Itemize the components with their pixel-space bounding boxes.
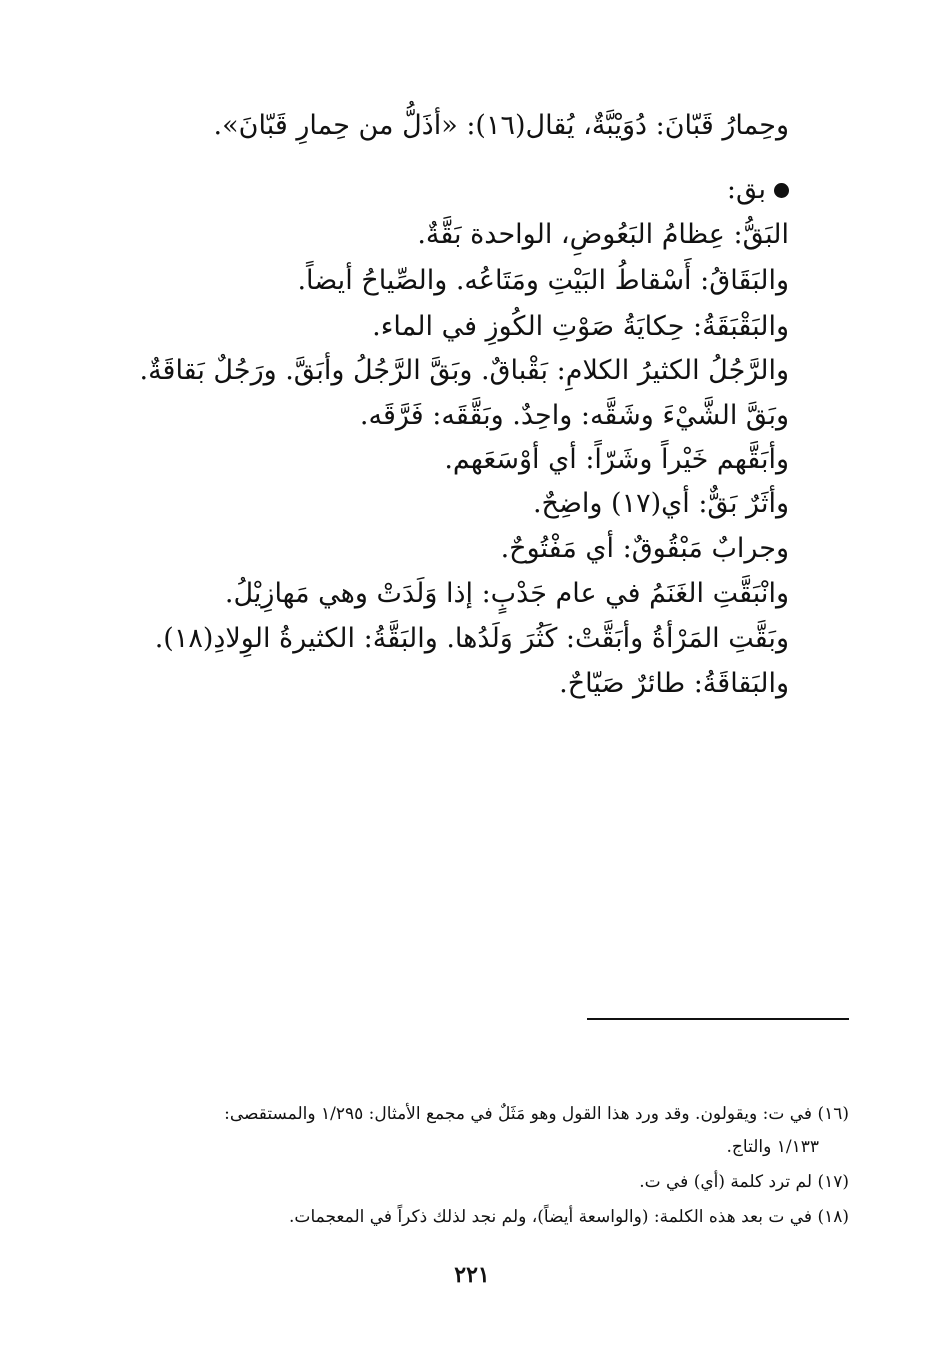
- entry-line-8: وجرابٌ مَبْقُوقٌ: أي مَفْتُوحٌ.: [500, 533, 789, 564]
- entry-line-6: وأبَقَّهم خَيْراً وشَرّاً: أي أوْسَعَهم.: [444, 444, 789, 475]
- bullet-icon: [774, 183, 789, 198]
- entry-line-7: وأثَرٌ بَقٌّ: أي(١٧) واضِحٌ.: [532, 488, 789, 519]
- entry-line-2: والبَقَاقُ: أَسْقاطُ البَيْتِ ومَتَاعُه. والصِّياحُ أيضاً.: [297, 265, 789, 296]
- page-number: ٢٢١: [454, 1262, 490, 1288]
- intro-line: وحِمارُ قَبّانَ: دُوَيْبَّةٌ، يُقال(١٦): «أذَلُّ من حِمارِ قَبّانَ».: [213, 110, 789, 141]
- entry-line-3: والبَقْبَقَةُ: حِكايَةُ صَوْتِ الكُوزِ في الماء.: [372, 311, 789, 342]
- footnote-16-continuation: ١/١٣٣ والتاج.: [726, 1137, 819, 1157]
- footnote-16: (١٦) في ت: ويقولون. وقد ورد هذا القول وهو مَثَلٌ في مجمع الأمثال: ١/٢٩٥ والمستقصى:: [224, 1104, 849, 1124]
- entry-line-1: البَقُّ: عِظامُ البَعُوضِ، الواحدة بَقَّةٌ.: [417, 219, 789, 250]
- entry-line-4: والرَّجُلُ الكثيرُ الكلامِ: بَقْباقٌ. وبَقَّ الرَّجُلُ وأبَقَّ. ورَجُلٌ بَقاقَةٌ.: [139, 355, 789, 386]
- footnote-separator: [587, 1018, 849, 1020]
- footnote-18: (١٨) في ت بعد هذه الكلمة: (والواسعة أيضاً)، ولم نجد لذلك ذكراً في المعجمات.: [289, 1207, 849, 1227]
- entry-line-11: والبَقاقَةُ: طائرٌ صَيّاحٌ.: [559, 668, 789, 699]
- entry-line-10: وبَقَّتِ المَرْأةُ وأبَقَّتْ: كَثُرَ وَلَدُها. والبَقَّةُ: الكثيرةُ الوِلادِ(١٨).: [154, 623, 789, 654]
- entry-line-5: وبَقَّ الشَّيْءَ وشَقَّه: واحِدٌ. وبَقَّقَه: فَرَّقَه.: [359, 400, 789, 431]
- entry-title: بق:: [726, 174, 766, 205]
- footnote-17: (١٧) لم ترد كلمة (أي) في ت.: [639, 1172, 849, 1192]
- entry-heading: [727, 170, 789, 210]
- entry-line-9: وانْبَقَّتِ الغَنَمُ في عام جَدْبٍ: إذا وَلَدَتْ وهي مَهازِيْلُ.: [224, 578, 789, 609]
